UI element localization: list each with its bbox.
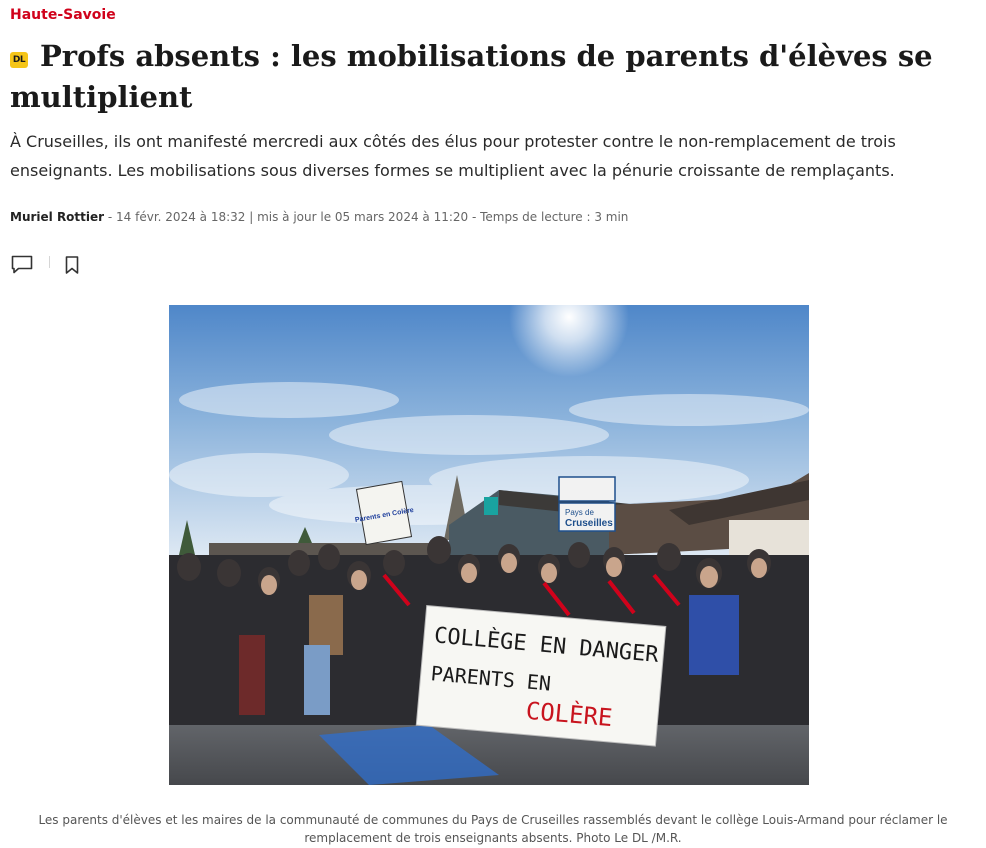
article-photo — [169, 305, 809, 785]
photo-caption: Les parents d'élèves et les maires de la communauté de communes du Pays de Cruseilles rassemblés devant le collège Louis-Armand pour réclamer le remplacement de trois enseignants absents. Photo Le DL /M.R. — [38, 813, 948, 845]
actions-divider — [49, 256, 50, 268]
protest-banner — [416, 606, 666, 746]
author-name[interactable]: Muriel Rottier — [10, 210, 105, 224]
building-sign — [559, 477, 615, 531]
woman-blue-top — [689, 595, 739, 675]
banner-line2-part2: COLÈRE — [524, 696, 614, 733]
reading-time: Temps de lecture : 3 min — [480, 210, 629, 224]
comment-icon — [10, 254, 34, 276]
published-date: 14 févr. 2024 à 18:32 — [116, 210, 246, 224]
dl-logo-badge: DL — [10, 52, 28, 68]
article-title — [10, 36, 970, 118]
updated-date: 05 mars 2024 à 11:20 — [334, 210, 469, 224]
article-standfirst: À Cruseilles, ils ont manifesté mercredi aux côtés des élus pour protester contre le non-remplacement de trois enseignants. Les mobilisations sous diverses formes se multiplient avec la pénurie croissante de remplaçants. — [10, 132, 896, 180]
article-title-text: Profs absents : les mobilisations de parents d'élèves se multiplient — [10, 39, 933, 114]
byline — [10, 210, 628, 224]
byline-sep-2: | — [245, 210, 258, 224]
protest-sign-text: Parents en Colère — [354, 506, 415, 525]
building-sign-line1: Pays de — [565, 508, 594, 517]
bookmark-icon — [62, 254, 82, 276]
banner-line1: COLLÈGE EN DANGER — [433, 623, 660, 668]
bookmark-button[interactable] — [60, 254, 84, 276]
banner-line2-part1: PARENTS EN — [429, 661, 552, 696]
comment-button[interactable] — [10, 254, 34, 276]
byline-sep-1: - — [104, 210, 117, 224]
section-link[interactable]: Haute-Savoie — [10, 7, 116, 23]
updated-prefix: mis à jour le — [257, 210, 332, 224]
byline-sep-3: - — [468, 210, 481, 224]
building-sign-line2: Cruseilles — [565, 518, 613, 529]
